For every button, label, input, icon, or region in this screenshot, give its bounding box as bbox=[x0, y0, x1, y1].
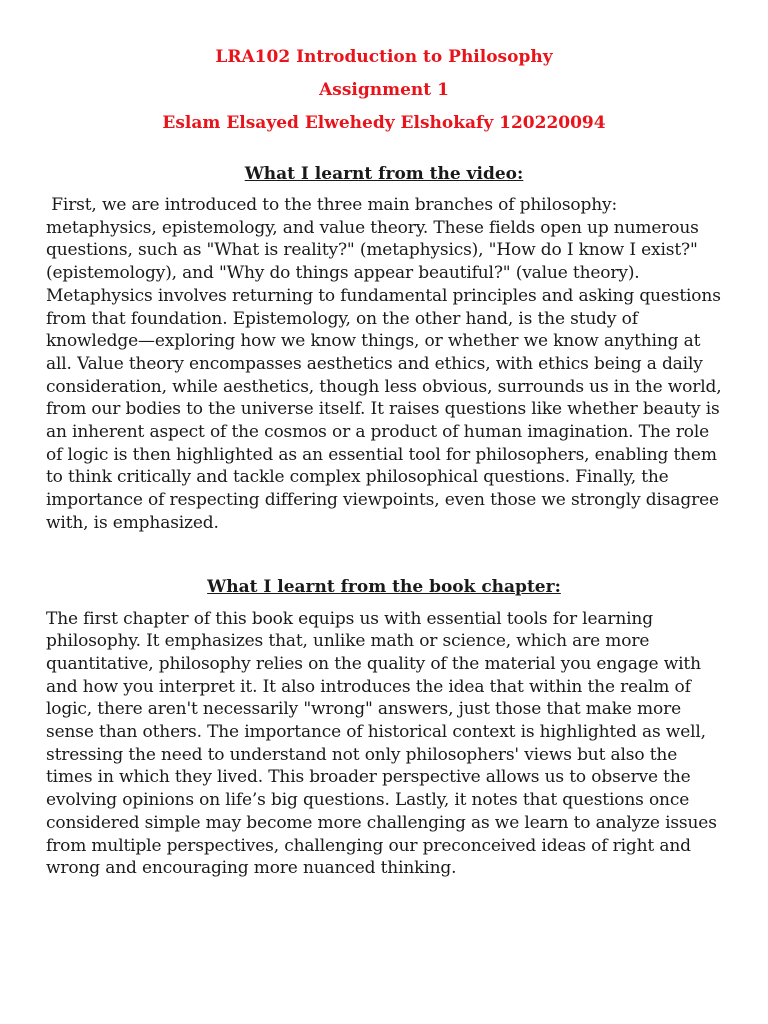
student-name-id: Eslam Elsayed Elwehedy Elshokafy 120220094 bbox=[162, 113, 606, 133]
video-section-body: First, we are introduced to the three main branches of philosophy: metaphysics, epistemology, and value theory. These fields open up numerous questions, such as "What is reality?" (metaphysics), "How do I know I exist?" (epistemology), and "Why do things appear beautiful?" (value theory). Metaphysics involves returning to fundamental principles and asking questions from that foundation. Epistemology, on the other hand, is the study of knowledge—exploring how we know things, or whether we know anything at all. Value theory encompasses aesthetics and ethics, with ethics being a daily consideration, while aesthetics, though less obvious, surrounds us in the world, from our bodies to the universe itself. It raises questions like whether beauty is an inherent aspect of the cosmos or a product of human imagination. The role of logic is then highlighted as an essential tool for philosophers, enabling them to think critically and tackle complex philosophical questions. Finally, the importance of respecting differing viewpoints, even those we strongly disagree with, is emphasized. bbox=[46, 195, 727, 533]
book-section-heading: What I learnt from the book chapter: bbox=[207, 576, 561, 597]
document-header bbox=[46, 0, 722, 140]
assignment-title: Assignment 1 bbox=[319, 80, 449, 100]
course-title: LRA102 Introduction to Philosophy bbox=[215, 47, 553, 67]
book-section-body: The first chapter of this book equips us with essential tools for learning philosophy. It emphasizes that, unlike math or science, which are more quantitative, philosophy relies on the quality of the material you engage with and how you interpret it. It also introduces the idea that within the realm of logic, there aren't necessarily "wrong" answers, just those that make more sense than others. The importance of historical context is highlighted as well, stressing the need to understand not only philosophers' views but also the times in which they lived. This broader perspective allows us to observe the evolving opinions on life’s big questions. Lastly, it notes that questions once considered simple may become more challenging as we learn to analyze issues from multiple perspectives, challenging our preconceived ideas of right and wrong and encouraging more nuanced thinking. bbox=[46, 608, 717, 879]
video-section-heading: What I learnt from the video: bbox=[244, 164, 524, 184]
